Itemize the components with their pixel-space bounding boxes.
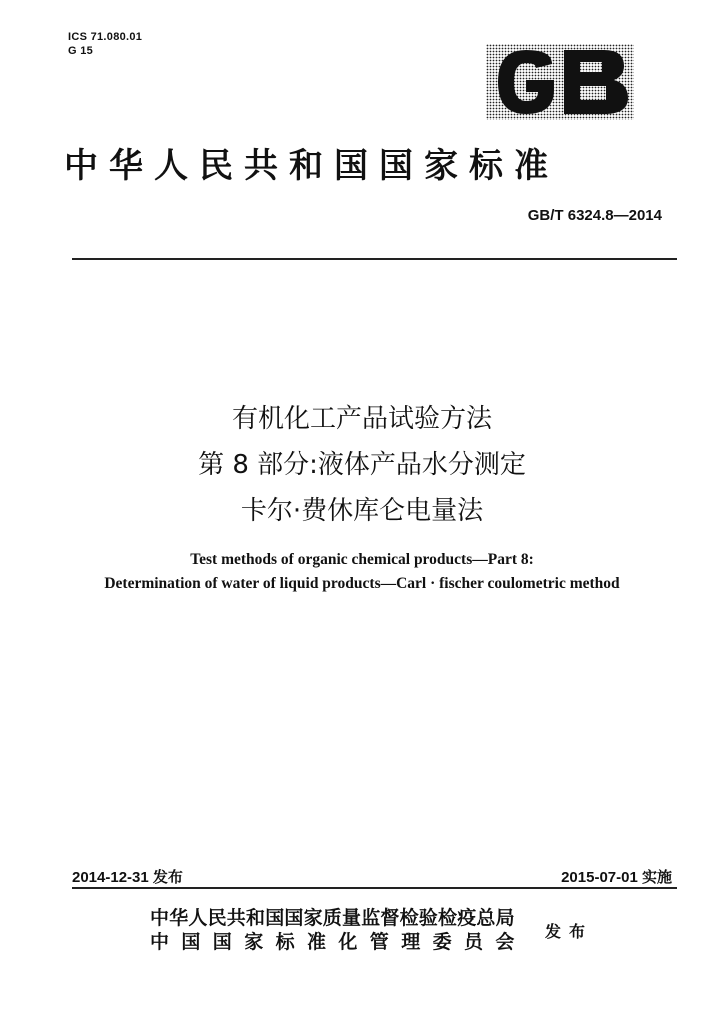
chinese-title-line-3: 卡尔·费休库仑电量法 [240,496,484,526]
main-title: 中华人民共和国国家标准 [64,146,559,186]
issuer-aqsiq: 中华人民共和国国家质量监督检验检疫总局 [150,907,515,929]
english-title [0,548,724,596]
chinese-title-line-1: 有机化工产品试验方法 [231,404,492,434]
footer-divider [72,887,677,889]
issue-date: 2014-12-31 发布 [72,869,183,886]
header-divider [72,258,677,260]
classification-codes [68,30,142,58]
english-title-line-2: Determination of water of liquid products—Carl · fischer coulometric method [104,575,620,592]
gb-logo [486,44,634,120]
publish-label: 发布 [545,922,594,941]
standard-number: GB/T 6324.8—2014 [527,207,662,224]
chinese-title [0,396,724,534]
implementation-date: 2015-07-01 实施 [561,869,672,886]
issuer-sac: 中国国家标准化管理委员会 [150,931,527,953]
chinese-title-line-2: 第 8 部分:液体产品水分测定 [198,450,526,480]
gb-logo-g [498,50,554,114]
issuing-authorities [150,906,527,954]
ics-code: ICS 71.080.01 [68,31,143,43]
english-title-line-1: Test methods of organic chemical products—Part 8: [190,551,534,568]
ccs-code: G 15 [68,45,94,57]
gb-logo-b [564,50,628,114]
